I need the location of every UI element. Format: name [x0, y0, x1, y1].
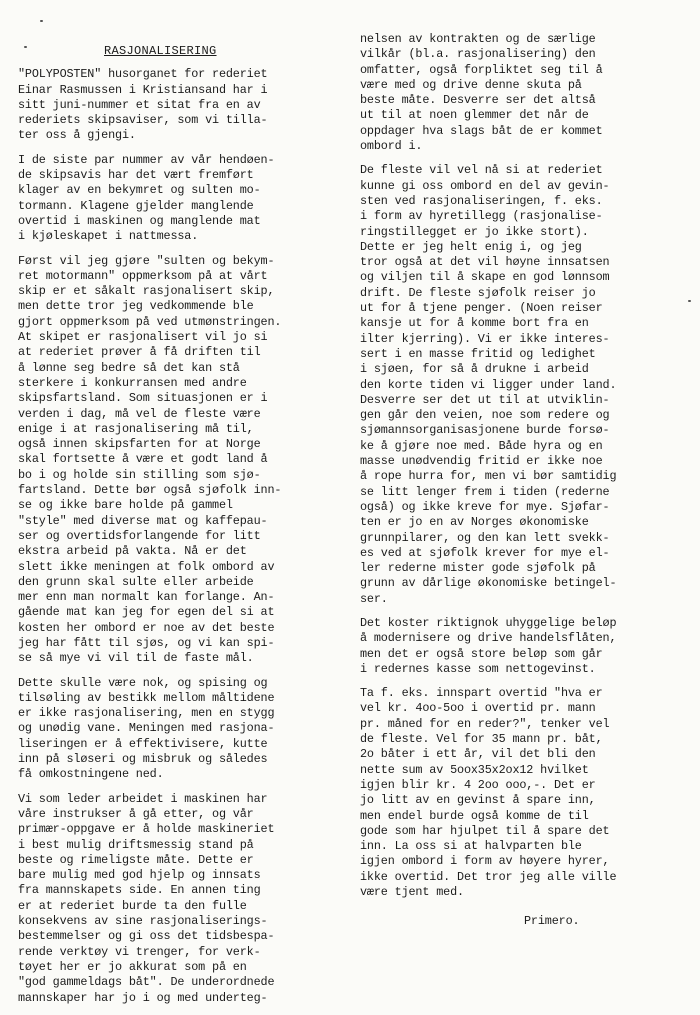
article-title: RASJONALISERING	[104, 44, 217, 58]
paragraph: Vi som leder arbeidet i maskinen har våre instrukser å gå etter, og vår primær-oppgave er å holde maskineriet i best mulig driftsmessig stand på beste og rimeligste måte. Dette er bare mulig med god hjelp og innsats fra mannskapets side. En annen ting er at rederiet burde ta den fulle konsekvens av sine rasjonaliserings- bestemmelser og gi oss det tidsbespa- rende verktøy vi trenger, for verk- tøyet her er jo akkurat som på en "god gammeldags båt". De underordnede mannskaper har jo i og med underteg-	[18, 791, 275, 1005]
right-column	[360, 32, 682, 930]
paragraph: Først vil jeg gjøre "sulten og bekym- ret motormann" oppmerksom på at vårt skip er et såkalt rasjonalisert skip, men dette tror jeg vedkommende ble gjort oppmerksom på ved utmønstringen. At skipet er rasjonalisert vil jo si at rederiet prøver å få driften til å lønne seg bedre så det kan stå sterkere i konkurransen med andre skipsfartsland. Som situasjonen er i verden i dag, må vel de fleste være enige i at rasjonalisering må til, også innen skipsfarten for at Norge skal fortsette å være et godt land å bo i og holde sin stilling som sjø- fartsland. Dette bør også sjøfolk inn- se og ikke bare holde på gammel "style" med diverse mat og kaffepau- ser og overtidsforlangende for litt ekstra arbeid på vakta. Nå er det slett ikke meningen at folk ombord av den grunn skal sulte eller arbeide mer enn man normalt kan forlange. An- gående mat kan jeg for egen del si at kosten her ombord er noe av det beste jeg har fått til sjøs, og vi kan spi- se så mye vi vil til de faste mål.	[18, 253, 282, 666]
paragraph: I de siste par nummer av vår hendøen- de skipsavis har det vært fremført klager av en bekymret og sulten mo- tormann. Klagene gjelder manglende overtid i maskinen og manglende mat i kjøleskapet i nattmessa.	[18, 152, 275, 244]
left-column	[18, 44, 348, 1015]
ink-speck	[40, 20, 43, 22]
paragraph: "POLYPOSTEN" husorganet for rederiet Einar Rasmussen i Kristiansand har i sitt juni-nummer et sitat fra en av rederiets skipsaviser, som vi tilla- ter oss å gjengi.	[18, 67, 268, 143]
signature: Primero.	[524, 914, 580, 929]
paragraph: Det koster riktignok uhyggelige beløp å modernisere og drive handelsflåten, men det er også store beløp som går i redernes kasse som nettogevinst.	[360, 615, 617, 676]
paragraph: De fleste vil vel nå si at rederiet kunne gi oss ombord en del av gevin- sten ved rasjonaliseringen, f. eks. i form av hyretillegg (rasjonalise- ringstillegget er jo ikke stort). Dette er jeg helt enig i, og jeg tror også at det vil høyne innsatsen og viljen til å skape en god lønnsom drift. De fleste sjøfolk reiser jo ut for å tjene penger. (Noen reiser kansje ut for å komme bort fra en ilter kjerring). Vi er ikke interes- sert i en masse fritid og ledighet i sjøen, for så å drukne i arbeid den korte tiden vi ligger under land. Desverre ser det ut til at utviklin- gen går den veien, noe som redere og sjømannsorganisasjonene burde forsø- ke å gjøre noe med. Både hyra og en masse unødvendig fritid er ikke noe å rope hurra for, men vi bør samtidig se litt lenger frem i tiden (rederne også) og ikke kreve for mye. Sjøfar- ten er jo en av Norges økonomiske grunnpilarer, og den kan lett svekk- es ved at sjøfolk krever for mye el- ler rederne mister gode sjøfolk på grunn av dårlige økonomiske betingel- ser.	[360, 163, 617, 606]
paragraph: Ta f. eks. innspart overtid "hva er vel kr. 4oo-5oo i overtid pr. mann pr. måned for en reder?", tenker vel de fleste. Vel for 35 mann pr. båt, 2o båter i ett år, vil det bli den nette sum av 5oox35x2ox12 hvilket igjen blir kr. 4 2oo ooo,-. Det er jo litt av en gevinst å spare inn, men endel burde også komme de til gode som har hjulpet til å spare det inn. La oss si at halvparten ble igjen ombord i form av høyere hyrer, ikke overtid. Det tror jeg alle ville være tjent med.	[360, 686, 617, 900]
paragraph: nelsen av kontrakten og de særlige vilkår (bl.a. rasjonalisering) den omfatter, også forpliktet seg til å være med og drive denne skuta på beste måte. Desverre ser det altså ut til at noen glemmer det når de oppdager hva slags båt de er kommet ombord i.	[360, 32, 603, 154]
ink-speck	[688, 300, 691, 302]
paragraph: Dette skulle være nok, og spising og tilsøling av bestikk mellom måltidene er ikke rasjonalisering, men en stygg og unødig vane. Meningen med rasjona- liseringen er å effektivisere, kutte inn på sløseri og misbruk og således få omkostningene ned.	[18, 675, 275, 782]
